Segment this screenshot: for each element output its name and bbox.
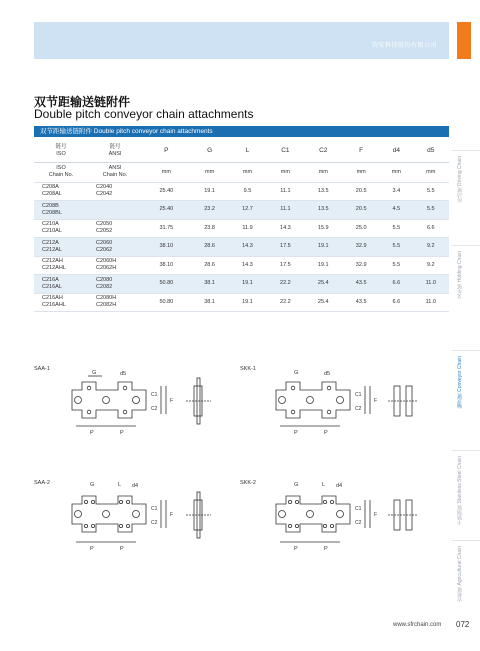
table-cell: 38.10 — [142, 256, 191, 275]
diagram-title-saa2: SAA-2 — [34, 480, 50, 486]
col-iso-header — [34, 140, 88, 162]
dim-label: G — [92, 370, 97, 376]
table-cell: 11.1 — [266, 201, 304, 220]
table-cell: 9.5 — [229, 182, 267, 201]
page-number: 072 — [456, 620, 470, 629]
table-cell: C2050 C2052 — [88, 219, 142, 238]
unit-cell: mm — [229, 162, 267, 182]
diagram-title-saa1: SAA-1 — [34, 366, 50, 372]
table-cell: C2080 C2082 — [88, 275, 142, 294]
table-cell: 28.6 — [191, 256, 229, 275]
spec-table — [34, 140, 449, 312]
table-cell: 38.1 — [191, 293, 229, 312]
unit-iso — [34, 162, 88, 182]
dim-label: P — [324, 430, 328, 436]
side-divider — [452, 350, 480, 351]
table-cell: 50.80 — [142, 293, 191, 312]
dim-label: L — [118, 482, 122, 488]
table-cell: 3.4 — [380, 182, 412, 201]
table-cell: 19.1 — [304, 238, 342, 257]
table-cell: 25.4 — [304, 275, 342, 294]
col-l-header: L — [229, 140, 267, 162]
table-cell: 14.3 — [229, 256, 267, 275]
company-name: 钧安科技股份有限公司 — [371, 43, 437, 49]
table-cell: C208A C208AL — [34, 182, 88, 201]
table-cell: 11.9 — [229, 219, 267, 238]
table-cell: C212A C212AL — [34, 238, 88, 257]
table-cell: 14.3 — [266, 219, 304, 238]
table-cell: 6.6 — [380, 275, 412, 294]
table-cell: 9.2 — [413, 238, 449, 257]
table-cell: 19.1 — [191, 182, 229, 201]
page-title-en: Double pitch conveyor chain attachments — [34, 107, 254, 121]
table-header-row — [34, 140, 449, 162]
col-c1-header: C1 — [266, 140, 304, 162]
table-row — [34, 275, 449, 294]
dim-label: F — [374, 398, 378, 404]
side-label-cn: 输送链 — [457, 393, 463, 409]
dim-label: P — [294, 546, 298, 552]
table-cell: C2060 C2062 — [88, 238, 142, 257]
side-item-driving[interactable] — [452, 150, 480, 220]
dim-label: d5 — [120, 371, 127, 377]
dim-label: P — [294, 430, 298, 436]
table-cell: 20.5 — [342, 201, 380, 220]
unit-ansi — [88, 162, 142, 182]
dim-label: F — [374, 512, 378, 518]
col-f-header: F — [342, 140, 380, 162]
table-row — [34, 219, 449, 238]
table-row — [34, 182, 449, 201]
dim-label: P — [90, 546, 94, 552]
unit-cell: mm — [304, 162, 342, 182]
dim-label: C2 — [151, 520, 158, 526]
table-cell: 17.5 — [266, 256, 304, 275]
table-cell: 19.1 — [229, 275, 267, 294]
table-cell: 5.5 — [413, 182, 449, 201]
table-cell: 19.1 — [304, 256, 342, 275]
table-cell: 11.1 — [266, 182, 304, 201]
table-cell: 50.80 — [142, 275, 191, 294]
side-label — [457, 456, 464, 525]
table-cell: 23.8 — [191, 219, 229, 238]
table-cell: C212AH C212AHL — [34, 256, 88, 275]
unit-cell: mm — [142, 162, 191, 182]
side-label — [457, 156, 464, 202]
side-divider — [452, 150, 480, 151]
table-row — [34, 293, 449, 312]
table-cell: 22.2 — [266, 275, 304, 294]
table-cell: 5.5 — [413, 201, 449, 220]
orange-tab — [457, 22, 471, 59]
dim-label: C1 — [355, 506, 362, 512]
side-label-cn: 传动链 — [457, 187, 463, 203]
table-cell: 28.6 — [191, 238, 229, 257]
col-ansi-label: 链号 ANSI — [108, 144, 122, 157]
table-cell: C216A C216AL — [34, 275, 88, 294]
dim-label: G — [294, 482, 299, 488]
table-cell: 14.3 — [229, 238, 267, 257]
unit-cell: mm — [191, 162, 229, 182]
dim-label: d4 — [336, 483, 343, 489]
table-cell: 11.0 — [413, 293, 449, 312]
table-cell: 11.0 — [413, 275, 449, 294]
side-item-holding[interactable] — [452, 245, 480, 315]
unit-iso-label: ISO Chain No. — [48, 165, 74, 178]
unit-cell: mm — [380, 162, 412, 182]
table-cell: C2060H C2062H — [88, 256, 142, 275]
table-cell: 9.2 — [413, 256, 449, 275]
table-cell: 20.5 — [342, 182, 380, 201]
table-cell: 38.1 — [191, 275, 229, 294]
col-d4-header: d4 — [380, 140, 412, 162]
table-cell: 15.9 — [304, 219, 342, 238]
table-cell: 6.6 — [380, 293, 412, 312]
dim-label: C2 — [355, 520, 362, 526]
top-banner — [34, 22, 449, 59]
dim-label: C1 — [151, 392, 158, 398]
side-divider — [452, 245, 480, 246]
table-cell: C2040 C2042 — [88, 182, 142, 201]
table-cell: 5.5 — [380, 256, 412, 275]
col-g-header: G — [191, 140, 229, 162]
table-cell: 25.40 — [142, 201, 191, 220]
table-cell: C2080H C2082H — [88, 293, 142, 312]
table-cell: 6.6 — [413, 219, 449, 238]
diagram-saa2 — [66, 478, 216, 558]
footer-url[interactable]: www.sfrchain.com — [393, 622, 442, 628]
dim-label: C2 — [355, 406, 362, 412]
dim-label: P — [120, 546, 124, 552]
table-cell: 5.5 — [380, 238, 412, 257]
dim-label: d4 — [132, 483, 139, 489]
table-cell: 25.0 — [342, 219, 380, 238]
units-row — [34, 162, 449, 182]
table-cell: 22.2 — [266, 293, 304, 312]
diagram-skk1 — [270, 366, 420, 441]
dim-label: G — [294, 370, 299, 376]
side-divider — [452, 540, 480, 541]
side-label — [457, 356, 464, 408]
diagram-title-skk1: SKK-1 — [240, 366, 256, 372]
table-cell: 31.75 — [142, 219, 191, 238]
table-cell: 38.10 — [142, 238, 191, 257]
table-cell: C210A C210AL — [34, 219, 88, 238]
side-label — [457, 546, 464, 602]
dim-label: F — [170, 398, 174, 404]
dim-label: P — [90, 430, 94, 436]
unit-cell: mm — [342, 162, 380, 182]
table-cell: 25.40 — [142, 182, 191, 201]
table-cell: 17.5 — [266, 238, 304, 257]
side-label-cn: 农机链 — [457, 586, 463, 602]
table-cell: 25.4 — [304, 293, 342, 312]
table-cell: 43.5 — [342, 293, 380, 312]
table-caption: 双节距输送链附件 Double pitch conveyor chain attachments — [34, 126, 449, 137]
side-divider — [452, 450, 480, 451]
table-body — [34, 162, 449, 312]
side-label-en: Conveyor Chain — [457, 356, 463, 392]
side-label-en: Agricultural Chain — [457, 546, 463, 586]
col-c2-header: C2 — [304, 140, 342, 162]
diagram-title-skk2: SKK-2 — [240, 480, 256, 486]
side-item-agricultural[interactable] — [452, 540, 480, 610]
unit-cell: mm — [266, 162, 304, 182]
side-label-cn: 叉车链 — [457, 283, 463, 299]
dim-label: P — [120, 430, 124, 436]
table-cell: 32.9 — [342, 256, 380, 275]
diagram-skk2 — [270, 478, 420, 558]
col-p-header: P — [142, 140, 191, 162]
side-label — [457, 251, 464, 299]
table-cell: C208B C208BL — [34, 201, 88, 220]
dim-label: d5 — [324, 371, 331, 377]
table-cell: 23.2 — [191, 201, 229, 220]
col-d5-header: d5 — [413, 140, 449, 162]
table-cell: 43.5 — [342, 275, 380, 294]
side-label-cn: 不锈钢链 — [457, 504, 463, 525]
table-row — [34, 201, 449, 220]
unit-ansi-label: ANSI Chain No. — [102, 165, 128, 178]
table-cell: 5.5 — [380, 219, 412, 238]
col-iso-label: 链号 ISO — [55, 144, 67, 157]
dim-label: L — [322, 482, 326, 488]
table-cell: 32.9 — [342, 238, 380, 257]
page-title-cn: 双节距输送链附件 — [34, 95, 131, 109]
table-cell — [88, 201, 142, 220]
col-ansi-header — [88, 140, 142, 162]
dim-label: C2 — [151, 406, 158, 412]
side-label-en: Holding Chain — [457, 251, 463, 283]
table-cell: 12.7 — [229, 201, 267, 220]
table-row — [34, 238, 449, 257]
unit-cell: mm — [413, 162, 449, 182]
table-cell: 19.1 — [229, 293, 267, 312]
dim-label: C1 — [355, 392, 362, 398]
dim-label: F — [170, 512, 174, 518]
diagram-saa1 — [66, 366, 216, 441]
dim-label: P — [324, 546, 328, 552]
table-cell: C216AH C216AHL — [34, 293, 88, 312]
table-row — [34, 256, 449, 275]
side-item-stainless[interactable] — [452, 450, 480, 525]
table-cell: 13.5 — [304, 201, 342, 220]
dim-label: G — [90, 482, 95, 488]
table-cell: 4.5 — [380, 201, 412, 220]
table-cell: 13.5 — [304, 182, 342, 201]
dim-label: C1 — [151, 506, 158, 512]
side-label-en: Stainless Steel Chain — [457, 456, 463, 504]
side-item-conveyor[interactable] — [452, 350, 480, 420]
side-label-en: Driving Chain — [457, 156, 463, 187]
